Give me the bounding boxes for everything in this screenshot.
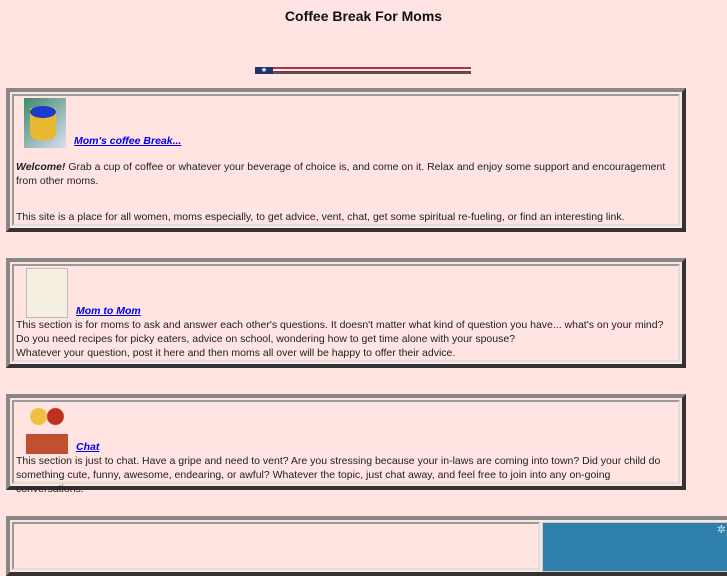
moms-coffee-break-link[interactable]: Mom's coffee Break... — [74, 135, 182, 147]
flag-divider — [255, 67, 471, 74]
moms-talking-image — [26, 268, 68, 318]
section-chat — [6, 394, 686, 495]
section-mom-to-mom — [6, 258, 686, 368]
mom-to-mom-text: This section is for moms to ask and answer each other's questions. It doesn't matter what kind of question you have... what's on your mind? Do you need recipes for picky eaters, advice on school, wondering how to get time alone with your spouse? — [16, 319, 664, 345]
section-bottom — [6, 516, 727, 576]
blue-panel — [542, 522, 727, 572]
welcome-text: Grab a cup of coffee or whatever your beverage of choice is, and come on it. Relax and enjoy some support and encouragement from other moms. — [16, 161, 666, 187]
site-description: This site is a place for all women, moms especially, to get advice, vent, chat, get some spiritual re-fueling, or find an interesting link. — [16, 211, 625, 223]
chatting-women-image — [26, 404, 68, 454]
page-title: Coffee Break For Moms — [284, 8, 443, 24]
mom-to-mom-text-2: Whatever your question, post it here and then moms all over will be happy to offer their advice. — [16, 347, 456, 359]
chat-link[interactable]: Chat — [76, 441, 100, 453]
chat-text: This section is just to chat. Have a gripe and need to vent? Are you stressing because your in-laws are coming into town? Did your child do something cute, funny, awesome, endearing, or awful? Whatever the topic, just chat away, and feel free to join into any on-going conversations. — [16, 455, 661, 495]
coffee-cup-image — [24, 98, 66, 148]
welcome-label: Welcome! — [16, 161, 66, 173]
star-icon: ★ — [255, 67, 273, 74]
mom-to-mom-link[interactable]: Mom to Mom — [76, 305, 141, 317]
sparkle-icon: ✲ — [716, 524, 726, 536]
section-welcome — [6, 88, 686, 232]
